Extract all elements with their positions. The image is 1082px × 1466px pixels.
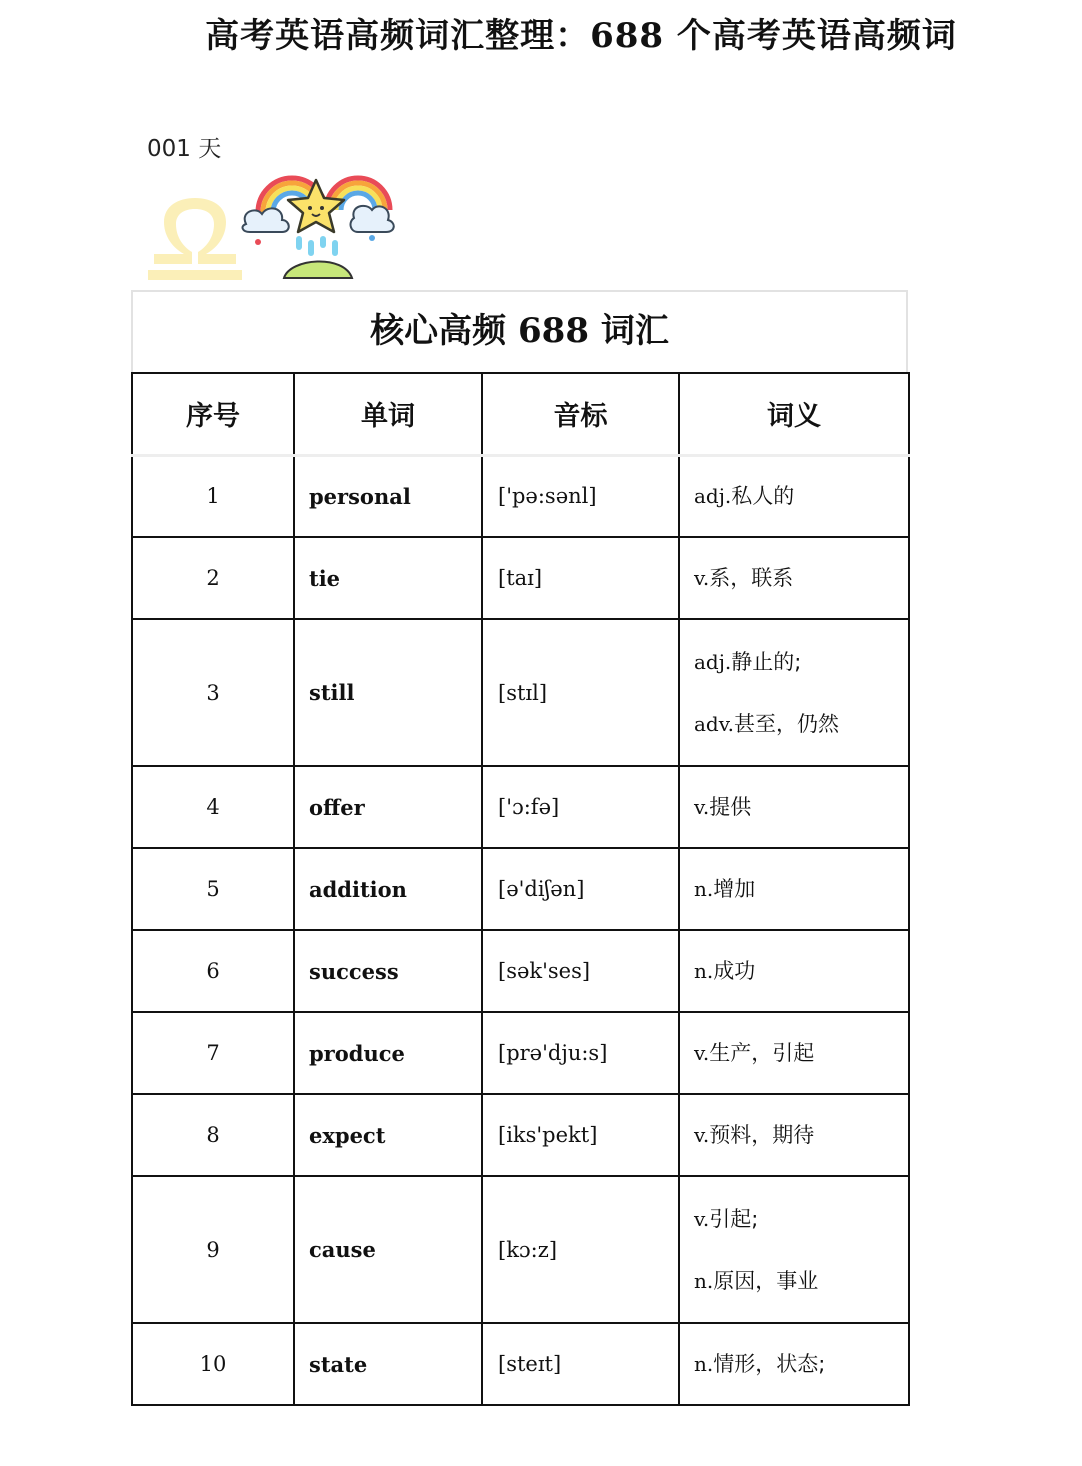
row-index: 3 — [132, 619, 294, 766]
meaning-line — [694, 956, 907, 986]
row-phonetic: [iks'pekt] — [482, 1094, 679, 1176]
header-index: 序号 — [132, 373, 294, 455]
meaning-line — [694, 709, 907, 739]
row-index: 9 — [132, 1176, 294, 1323]
part-of-speech: n. — [694, 1268, 714, 1293]
row-index: 2 — [132, 537, 294, 619]
meaning-line — [694, 874, 907, 904]
page-title: 高考英语高频词汇整理：688 个高考英语高频词 — [205, 16, 957, 56]
table-row — [132, 1323, 909, 1405]
row-phonetic: [kɔ:z] — [482, 1176, 679, 1323]
table-caption: 核心高频 688 词汇 — [131, 290, 908, 372]
meaning-line — [694, 563, 907, 593]
chinese-meaning: 成功 — [713, 959, 756, 983]
table-row — [132, 619, 909, 766]
row-index: 4 — [132, 766, 294, 848]
row-word: tie — [294, 537, 482, 619]
meaning-line — [694, 1349, 907, 1379]
row-meaning — [679, 930, 909, 1012]
vocab-table — [131, 372, 910, 1406]
part-of-speech: v. — [694, 795, 710, 819]
header-meaning: 词义 — [679, 373, 909, 455]
row-word: personal — [294, 455, 482, 537]
row-index: 8 — [132, 1094, 294, 1176]
row-phonetic: [steɪt] — [482, 1323, 679, 1405]
day-label: 001 天 — [147, 136, 222, 162]
table-row — [132, 455, 909, 537]
meaning-line — [694, 1120, 907, 1150]
row-word: expect — [294, 1094, 482, 1176]
row-phonetic: ['pə:sənl] — [482, 455, 679, 537]
part-of-speech: v. — [694, 1123, 710, 1147]
row-phonetic: [taɪ] — [482, 537, 679, 619]
row-index: 1 — [132, 455, 294, 537]
part-of-speech: n. — [694, 877, 714, 901]
row-phonetic: ['ɔ:fə] — [482, 766, 679, 848]
row-meaning — [679, 1012, 909, 1094]
row-index: 7 — [132, 1012, 294, 1094]
row-index: 6 — [132, 930, 294, 1012]
chinese-meaning: 甚至，仍然 — [734, 711, 840, 736]
row-meaning — [679, 619, 909, 766]
chinese-meaning: 情形，状态; — [713, 1352, 826, 1376]
part-of-speech: v. — [694, 1041, 710, 1065]
row-word: cause — [294, 1176, 482, 1323]
part-of-speech: adj. — [694, 484, 732, 509]
row-word: addition — [294, 848, 482, 930]
chinese-meaning: 提供 — [709, 795, 752, 819]
row-meaning — [679, 1323, 909, 1405]
row-phonetic: [sək'ses] — [482, 930, 679, 1012]
meaning-line — [694, 481, 907, 511]
chinese-meaning: 增加 — [713, 877, 756, 901]
chinese-meaning: 私人的 — [731, 484, 795, 509]
row-phonetic: [stɪl] — [482, 619, 679, 766]
meaning-line — [694, 792, 907, 822]
decoration-sticker — [140, 162, 400, 284]
libra-zodiac-icon — [148, 198, 242, 280]
table-row — [132, 1012, 909, 1094]
row-word: produce — [294, 1012, 482, 1094]
meaning-line — [694, 1266, 907, 1296]
rainbow-star-icon — [243, 178, 394, 278]
row-word: success — [294, 930, 482, 1012]
chinese-meaning: 系，联系 — [709, 566, 794, 590]
table-row — [132, 1094, 909, 1176]
row-word: state — [294, 1323, 482, 1405]
row-word: still — [294, 619, 482, 766]
part-of-speech: n. — [694, 959, 714, 983]
chinese-meaning: 预料，期待 — [709, 1123, 815, 1147]
row-word: offer — [294, 766, 482, 848]
header-word: 单词 — [294, 373, 482, 455]
meaning-line — [694, 647, 907, 677]
row-meaning — [679, 766, 909, 848]
row-meaning — [679, 1094, 909, 1176]
header-phonetic: 音标 — [482, 373, 679, 455]
table-header-row — [132, 373, 909, 455]
table-body — [132, 455, 909, 1405]
row-meaning — [679, 1176, 909, 1323]
chinese-meaning: 生产，引起 — [709, 1041, 815, 1065]
chinese-meaning: 引起; — [709, 1206, 759, 1231]
row-index: 10 — [132, 1323, 294, 1405]
table-row — [132, 1176, 909, 1323]
vocab-table-container — [131, 290, 908, 1406]
table-row — [132, 537, 909, 619]
row-phonetic: [ə'diʃən] — [482, 848, 679, 930]
row-phonetic: [prə'dju:s] — [482, 1012, 679, 1094]
part-of-speech: v. — [694, 566, 710, 590]
meaning-line — [694, 1204, 907, 1234]
table-row — [132, 766, 909, 848]
chinese-meaning: 原因，事业 — [713, 1268, 819, 1293]
row-meaning — [679, 848, 909, 930]
row-meaning — [679, 537, 909, 619]
part-of-speech: adj. — [694, 649, 732, 674]
table-row — [132, 930, 909, 1012]
part-of-speech: adv. — [694, 711, 735, 736]
row-index: 5 — [132, 848, 294, 930]
row-meaning — [679, 455, 909, 537]
part-of-speech: n. — [694, 1352, 714, 1376]
meaning-line — [694, 1038, 907, 1068]
chinese-meaning: 静止的; — [731, 649, 802, 674]
table-row — [132, 848, 909, 930]
part-of-speech: v. — [694, 1206, 710, 1231]
